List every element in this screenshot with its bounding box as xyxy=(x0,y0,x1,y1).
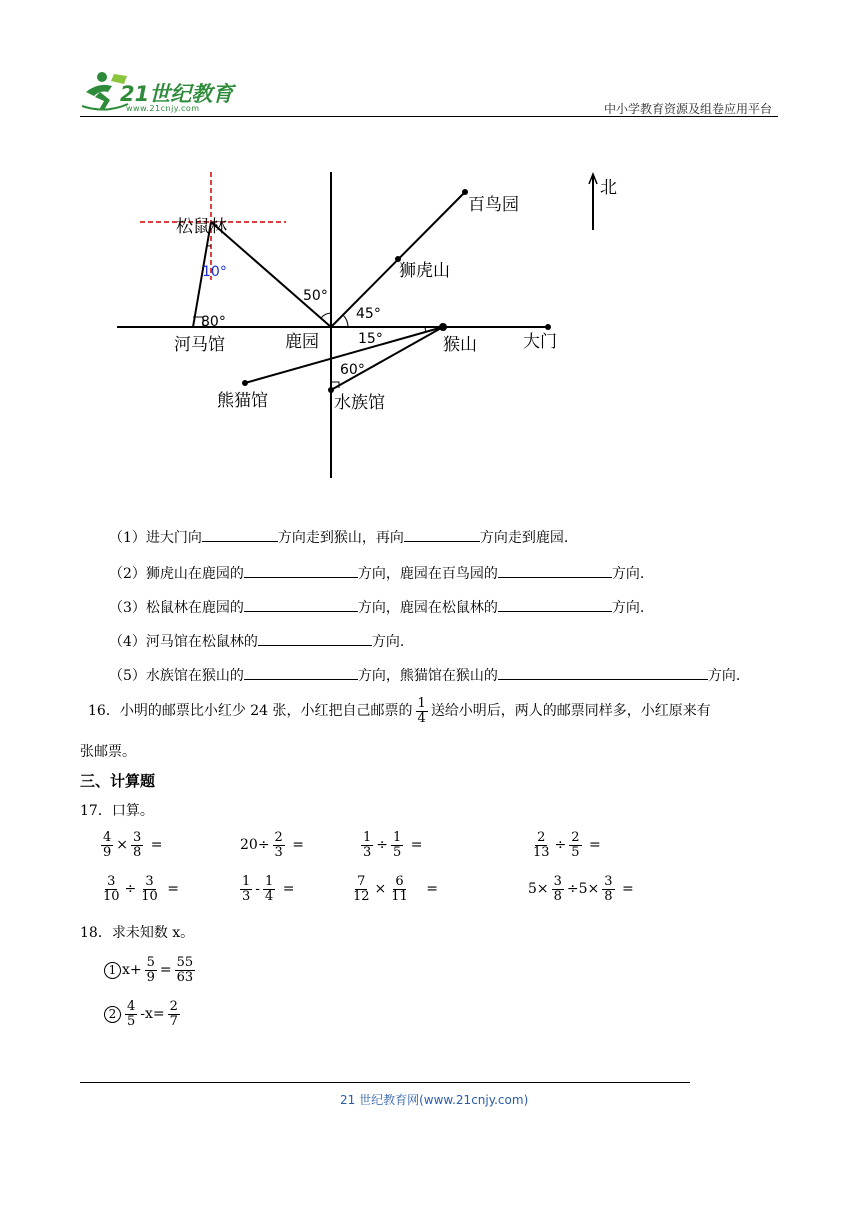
q17-problem-8: 5× $\frac{3}{8}$ ÷5× $\frac{3}{8}$ = xyxy=(528,874,634,904)
circled-number: 1 xyxy=(104,962,121,979)
q17-problem-6: $\frac{1}{3}$ - $\frac{1}{4}$ = xyxy=(242,874,295,904)
q16-line-2: 张邮票。 xyxy=(80,744,136,760)
q18-equation-2: 2 $\frac{4}{5}$ -x= $\frac{2}{7}$ xyxy=(104,1000,183,1028)
point-hou xyxy=(439,323,447,331)
section-title: 三、计算题 xyxy=(80,772,156,790)
label-hemaguan: 河马馆 xyxy=(174,335,225,355)
arc-50 xyxy=(321,313,331,318)
fraction: $\frac{1}{4}$ xyxy=(417,696,426,726)
label-shuizuguan: 水族馆 xyxy=(334,393,385,413)
circled-number: 2 xyxy=(104,1006,121,1023)
answer-blank[interactable] xyxy=(404,527,480,542)
q17-problem-4: $\frac{2}{13}$ ÷ $\frac{2}{5}$ = xyxy=(533,830,601,860)
answer-blank[interactable] xyxy=(202,527,278,542)
logo-url: www.21cnjy.com xyxy=(126,104,200,113)
footer-divider xyxy=(80,1082,690,1083)
q18-title: 18．求未知数 x。 xyxy=(80,925,195,941)
q15-line-4: （4）河马馆在松鼠林的 方向. xyxy=(109,631,404,651)
label-shihushan: 狮虎山 xyxy=(399,261,450,281)
logo-text: 21世纪教育 xyxy=(120,82,234,106)
q15-line-5: （5）水族馆在猴山的 方向，熊猫馆在猴山的 方向. xyxy=(109,665,740,685)
q17-title: 17．口算。 xyxy=(80,803,154,819)
angle-50: 50° xyxy=(303,288,328,304)
angle-15: 15° xyxy=(358,331,383,347)
answer-blank[interactable] xyxy=(498,665,708,680)
answer-blank[interactable] xyxy=(244,665,358,680)
point-damen xyxy=(545,324,551,330)
q17-problem-3: $\frac{1}{3}$ ÷ $\frac{1}{5}$ = xyxy=(363,830,423,860)
q17-problem-5: $\frac{3}{10}$ ÷ $\frac{3}{10}$ = xyxy=(103,874,180,904)
label-songshulin: 松鼠林 xyxy=(176,217,227,237)
q17-problem-1: $\frac{4}{9}$ × $\frac{3}{8}$ = xyxy=(103,830,163,860)
answer-blank[interactable] xyxy=(244,563,358,578)
q18-equation-1: 1 x+ $\frac{5}{9}$ = $\frac{55}{63}$ xyxy=(104,956,198,984)
arc-45 xyxy=(343,315,348,327)
point-xiongmao xyxy=(242,380,248,386)
header-logo xyxy=(80,70,250,116)
q15-line-3: （3）松鼠林在鹿园的 方向，鹿园在松鼠林的 方向. xyxy=(109,597,644,617)
line-songshu-luyuan xyxy=(211,222,331,327)
angle-80: 80° xyxy=(201,314,226,330)
label-houshan: 猴山 xyxy=(443,335,477,355)
answer-blank[interactable] xyxy=(258,631,372,646)
label-north: 北 xyxy=(600,178,617,198)
angle-60: 60° xyxy=(340,362,365,378)
label-xiongmaoguan: 熊猫馆 xyxy=(217,391,268,411)
q17-problem-2: 20÷ $\frac{2}{3}$ = xyxy=(240,830,305,860)
q17-problem-7: $\frac{7}{12}$ × $\frac{6}{11}$ = xyxy=(353,874,438,904)
header-platform-text: 中小学教育资源及组卷应用平台 xyxy=(603,102,772,116)
label-luyuan: 鹿园 xyxy=(285,332,319,352)
header-divider xyxy=(80,116,778,117)
label-bainiaoyuan: 百鸟园 xyxy=(468,195,519,215)
zoo-map-diagram xyxy=(0,150,860,550)
line-hou-shuizu xyxy=(331,327,443,390)
angle-10: 10° xyxy=(202,264,227,280)
angle-45: 45° xyxy=(356,306,381,322)
q16-line-1: 16．小明的邮票比小红少 24 张，小红把自己邮票的 $\frac{1}{4}$ 送给小明后，两人的邮票同样多，小红原来有 xyxy=(88,696,711,726)
label-damen: 大门 xyxy=(523,332,557,352)
q15-line-1: （1）进大门向 方向走到猴山，再向 方向走到鹿园. xyxy=(109,527,568,547)
answer-blank[interactable] xyxy=(498,563,612,578)
q15-line-2: （2）狮虎山在鹿园的 方向，鹿园在百鸟园的 方向. xyxy=(109,563,644,583)
footer-text: 21 世纪教育网(www.21cnjy.com) xyxy=(340,1093,529,1107)
answer-blank[interactable] xyxy=(498,597,612,612)
answer-blank[interactable] xyxy=(244,597,358,612)
